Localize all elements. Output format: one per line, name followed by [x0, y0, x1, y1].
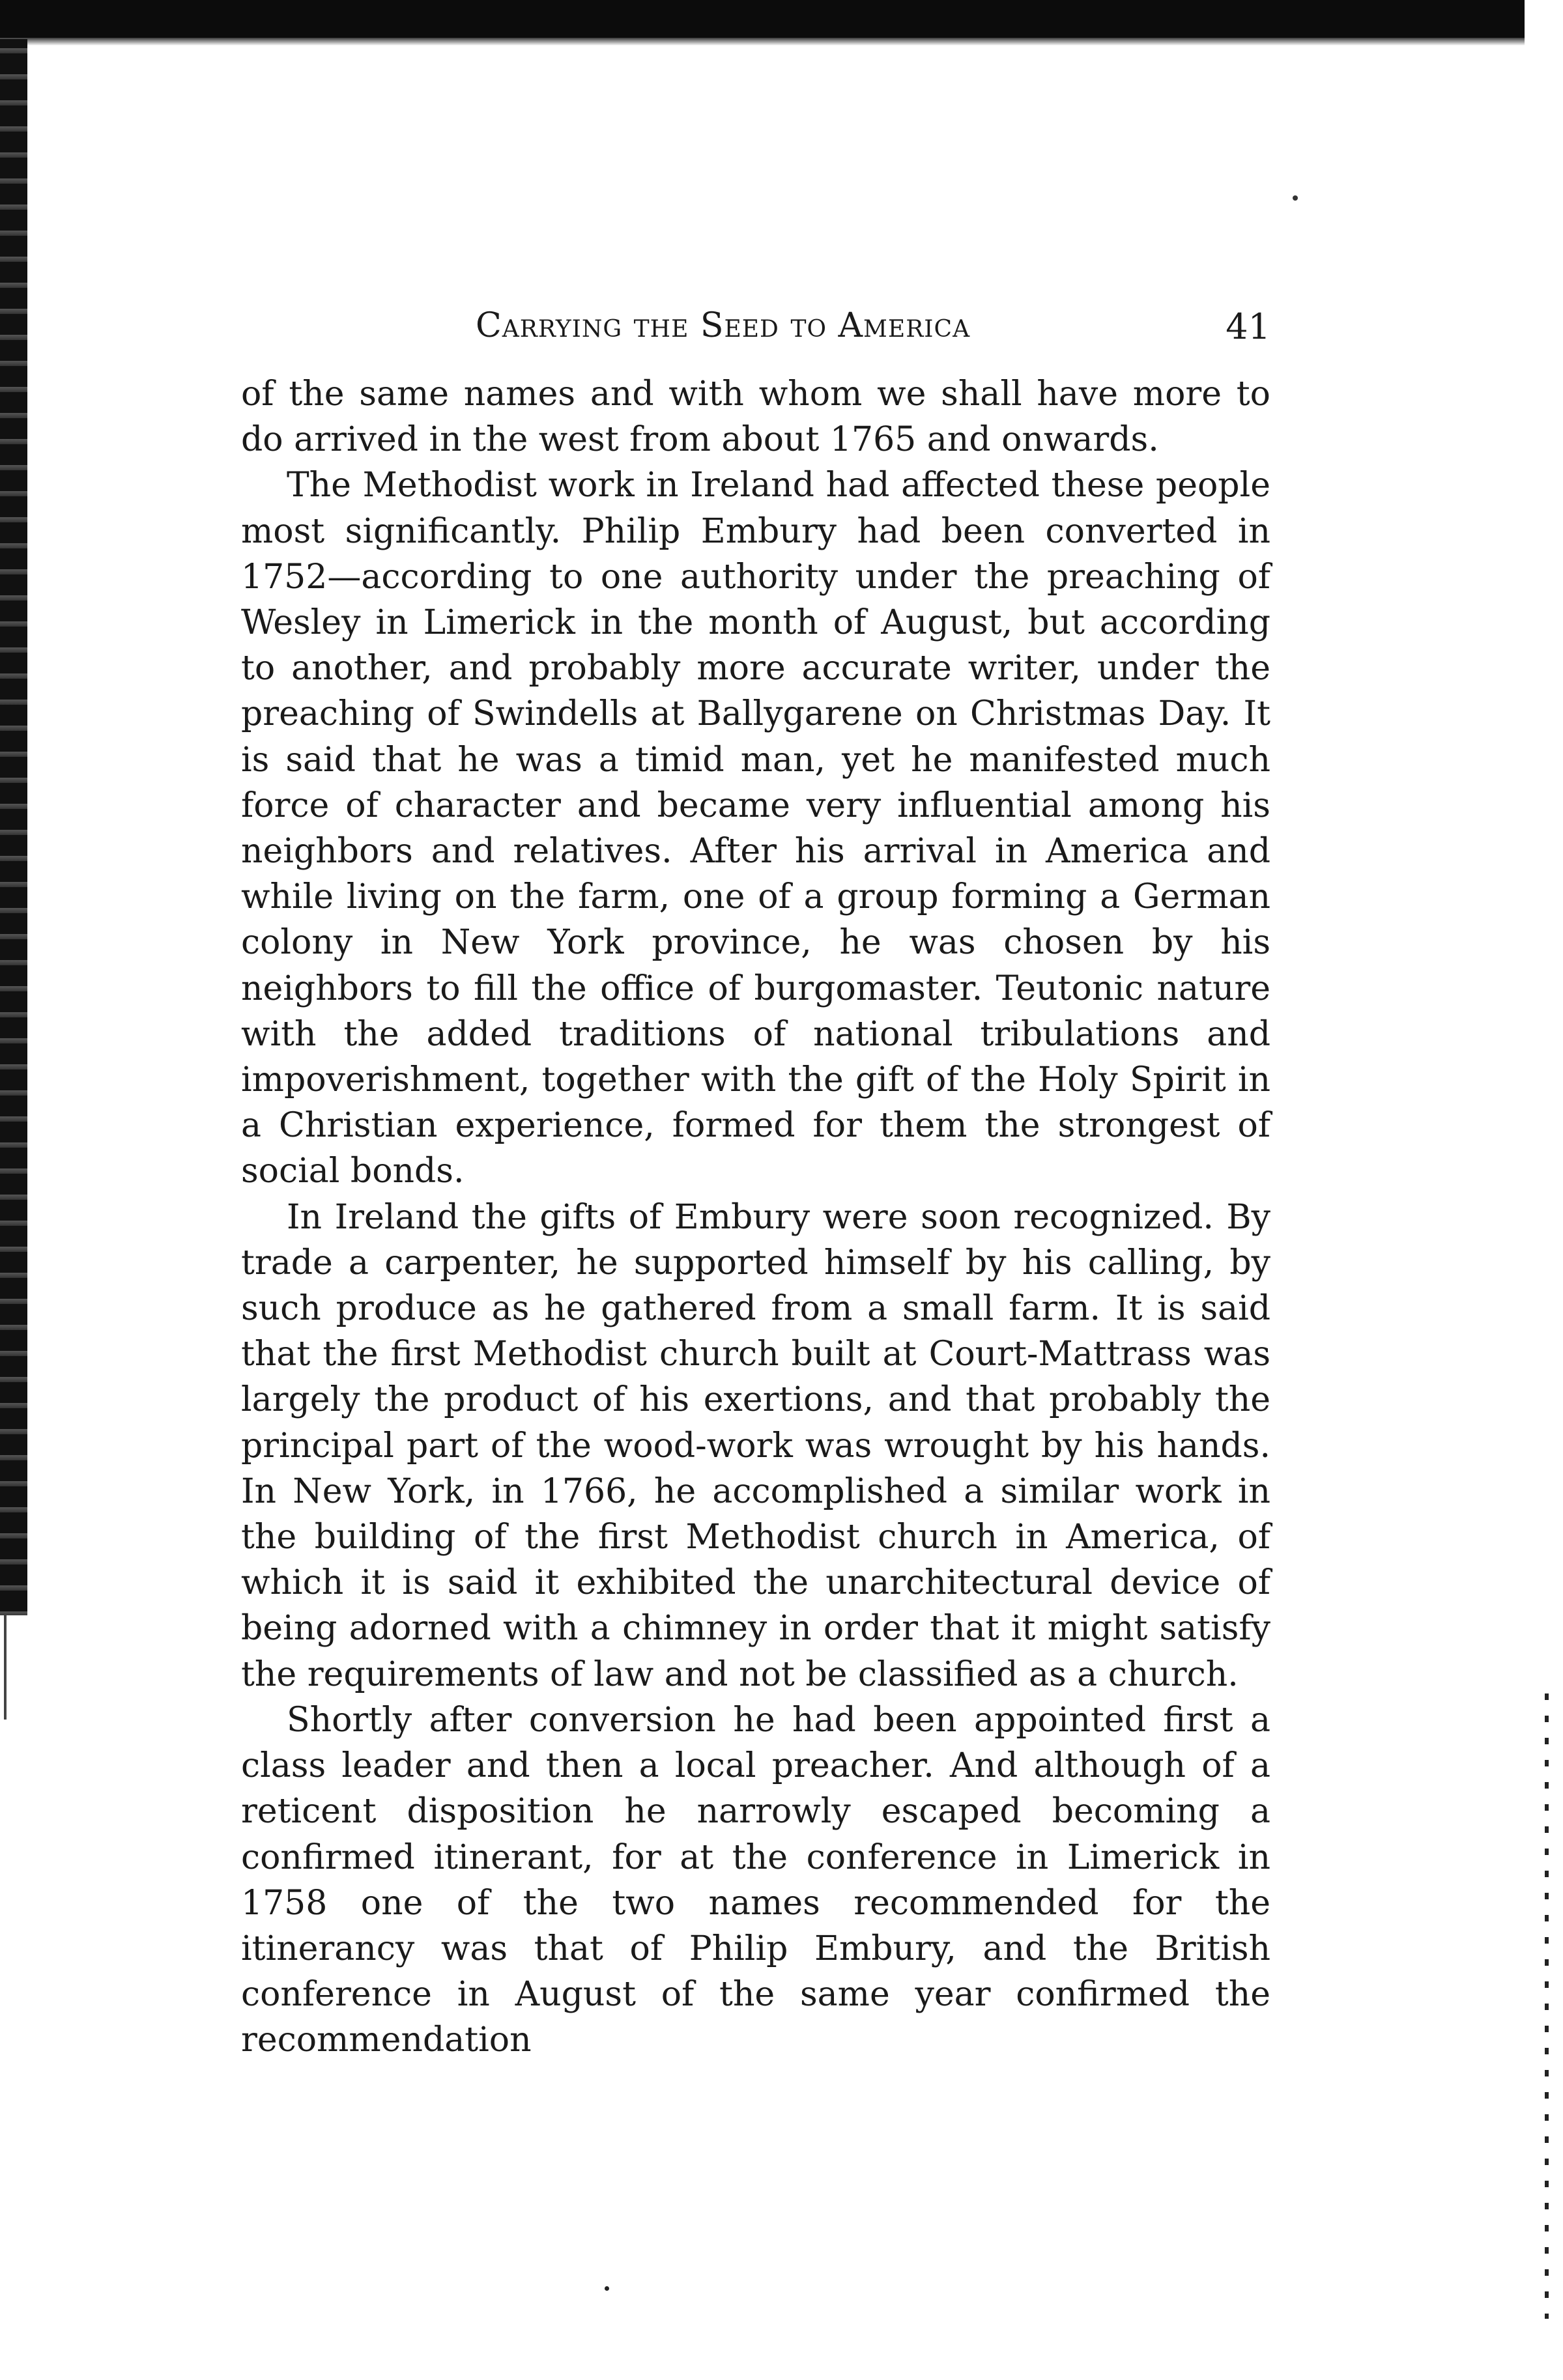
paragraph: The Methodist work in Ireland had affected these people most significantly. Philip Embury had been converted in 1752—according to one authority under the preaching of Wesley in Limerick in the month of August, but according to another, and probably more accurate writer, under the preaching of Swindells at Ballygarene on Christmas Day. It is said that he was a timid man, yet he manifested much force of character and became very influential among his neighbors and relatives. After his arrival in America and while living on the farm, one of a group forming a German colony in New York province, he was chosen by his neighbors to fill the office of burgomaster. Teutonic nature with the added traditions of national tribulations and impoverishment, together with the gift of the Holy Spirit in a Christian experience, formed for them the strongest of social bonds.: [241, 466, 1270, 1191]
footer-dot: [605, 2286, 609, 2291]
paragraph-continued: of the same names and with whom we shall have more to do arrived in the west from about 1765 and onwards.: [241, 375, 1270, 460]
scan-left-edge-mark: [4, 1615, 7, 1720]
running-head-title: Carrying the Seed to America: [476, 306, 971, 345]
paragraph: Shortly after conversion he had been appointed first a class leader and then a local preacher. And although of a reticent disposition he narrowly escaped becoming a confirmed itinerant, for at the conference in Limerick in 1758 one of the two names recommended for the itinerancy was that of Philip Embury, and the British conference in August of the same year confirmed the recommendation: [241, 1700, 1270, 2060]
scan-top-border: [0, 0, 1525, 38]
page-number: 41: [1226, 306, 1270, 347]
body-text: [241, 371, 1270, 2063]
scan-right-edge-specks: [1545, 1693, 1549, 2319]
scan-top-border-fade: [0, 38, 1525, 46]
running-head: [241, 306, 1270, 358]
scan-left-edge: [0, 39, 27, 1615]
book-page: [241, 306, 1270, 2063]
scan-speck: [1293, 195, 1298, 201]
paragraph: In Ireland the gifts of Embury were soon recognized. By trade a carpenter, he supported himself by his calling, by such produce as he gathered from a small farm. It is said that the first Methodist church built at Court-Mattrass was largely the product of his exertions, and that probably the principal part of the wood-work was wrought by his hands. In New York, in 1766, he accomplished a similar work in the building of the first Methodist church in America, of which it is said it exhibited the unarchitectural device of being adorned with a chimney in order that it might satisfy the requirements of law and not be classified as a church.: [241, 1197, 1270, 1694]
